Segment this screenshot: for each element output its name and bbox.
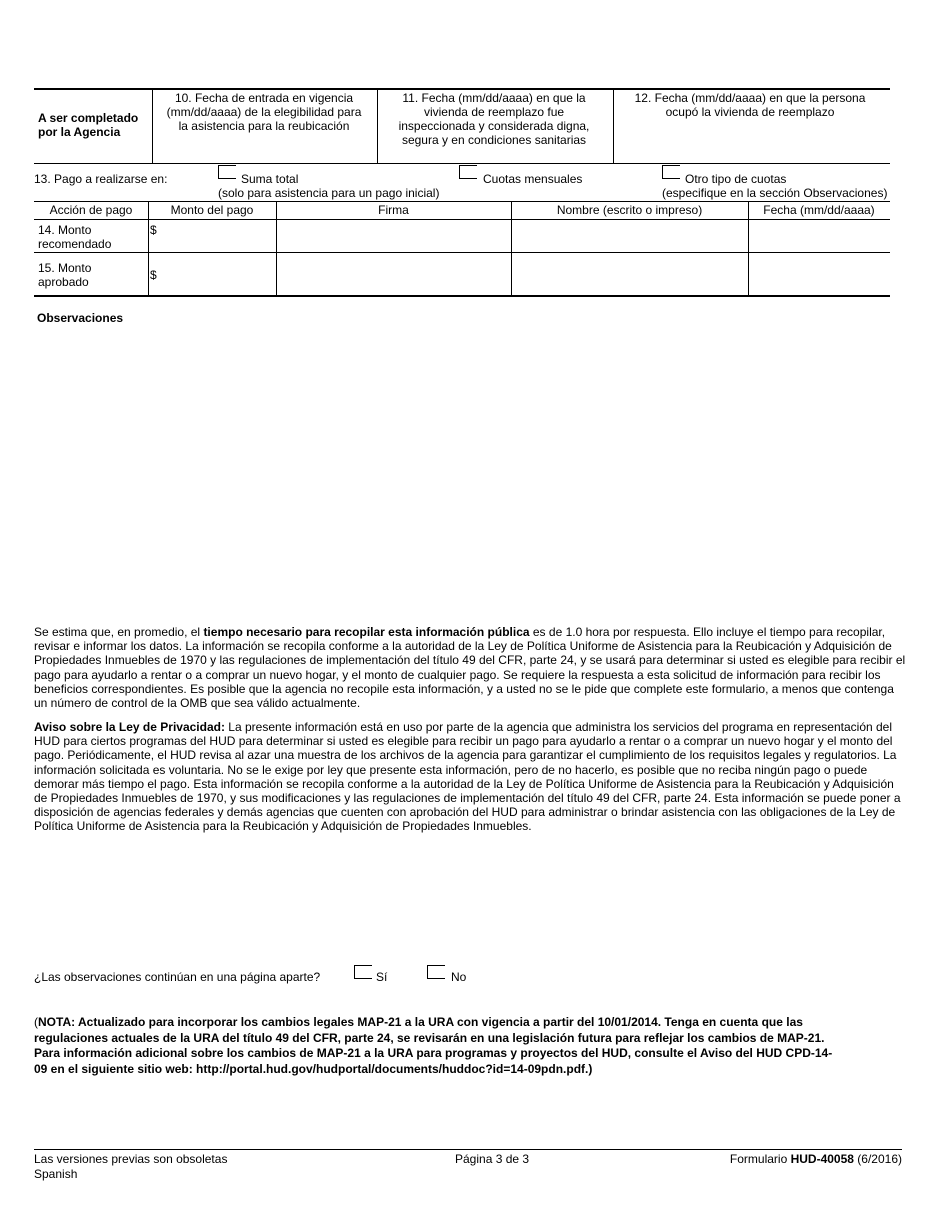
row-recommended-name-field[interactable] bbox=[513, 221, 746, 250]
observations-label: Observaciones bbox=[37, 311, 124, 325]
monthly-installments-checkbox[interactable] bbox=[459, 165, 477, 179]
footer-obsolete: Las versiones previas son obsoletas bbox=[34, 1152, 228, 1166]
continuation-yes-label: Sí bbox=[376, 970, 388, 984]
continuation-no-checkbox[interactable] bbox=[427, 965, 445, 979]
lump-sum-label: Suma total bbox=[241, 172, 299, 186]
note-open-paren: ( bbox=[34, 1015, 38, 1029]
header-name: Nombre (escrito o impreso) bbox=[556, 203, 703, 217]
header-date: Fecha (mm/dd/aaaa) bbox=[763, 203, 875, 217]
header-payment-action: Acción de pago bbox=[49, 203, 133, 217]
field11-label: 11. Fecha (mm/dd/aaaa) en que la vivienda de reemplazo fue inspeccionada y considerada digna, segura y en condiciones sanitarias bbox=[398, 91, 590, 147]
agency-section-label: A ser completado por la Agencia bbox=[38, 111, 139, 139]
privacy-rest: La presente información está en uso por parte de la agencia que administra los servicios del programa en representación del HUD para ciertos programas del HUD para determinar si usted es elegible para recibir un pago para ayudarlo a rentar o a comprar un nuevo hogar y el monto del pago. Periódicamente, el HUD revisa al azar una muestra de los archivos de la agencia para garantizar el cumplimiento de los requisitos legales y regulatorios. La información solicitada es voluntaria. No se le exige por ley que presente esta información, pero de no hacerlo, es posible que no reciba ningún pago o puede demorar más tiempo el pago. Esta información se recopila conforme a la autoridad de la Ley de Política Uniforme de Asistencia para la Reubicación y Adquisición de Propiedades Inmuebles de 1970, y sus modificaciones y las regulaciones de implementación del título 49 del CFR, parte 24. Esta información se puede poner a disposición de agencias federales y demás agencias que cuenten con aprobación del HUD para administrar o brindar asistencia con las obligaciones de la Ley de Política Uniforme de Asistencia para la Reubicación y Adquisición de Propiedades Inmuebles. bbox=[34, 720, 901, 834]
field12-label: 12. Fecha (mm/dd/aaaa) en que la persona ocupó la vivienda de reemplazo bbox=[634, 91, 866, 119]
footer-form-date: (6/2016) bbox=[853, 1152, 902, 1166]
agency-bottom-border bbox=[34, 163, 890, 164]
other-installments-label: Otro tipo de cuotas bbox=[685, 172, 787, 186]
row-recommended-amount-field[interactable] bbox=[160, 221, 274, 250]
other-installments-checkbox[interactable] bbox=[662, 165, 680, 179]
header-payment-amount: Monto del pago bbox=[170, 203, 254, 217]
agency-divider-2 bbox=[377, 89, 378, 163]
burden-rest: es de 1.0 hora por respuesta. Ello incluye el tiempo para recopilar, revisar e informar los datos. La información se recopila conforme a la autoridad de la Ley de Política Uniforme de Asistencia para la Reubicación y Adquisición de Propiedades Inmuebles de 1970 y las regulaciones de implementación del título 49 del CFR, parte 24, y se usará para determinar si usted es elegible para recibir el pago para ayudarlo a rentar o a comprar un nuevo hogar, y el monto de cualquier pago. Se requiere la respuesta a esta solicitud de información para recibir los beneficios correspondientes. Es posible que la agencia no recopile esta información, y a usted no se le pide que complete este formulario, a menos que contenga un número de control de la OMB que sea válido actualmente. bbox=[34, 625, 906, 711]
privacy-notice bbox=[34, 720, 906, 834]
agency-top-border bbox=[34, 88, 890, 90]
burden-statement bbox=[34, 625, 906, 710]
continuation-no-label: No bbox=[451, 970, 467, 984]
footer-rule bbox=[34, 1149, 902, 1150]
row-approved-amount-field[interactable] bbox=[160, 254, 274, 293]
other-installments-note: (especifique en la sección Observaciones) bbox=[662, 186, 888, 200]
footer-page-number: Página 3 de 3 bbox=[455, 1152, 530, 1166]
table-bottom-border bbox=[34, 295, 890, 297]
payment-label: 13. Pago a realizarse en: bbox=[34, 172, 168, 186]
burden-prefix: Se estima que, en promedio, el bbox=[34, 625, 204, 639]
agency-divider-1 bbox=[152, 89, 153, 163]
row-recommended-signature-field[interactable] bbox=[278, 221, 509, 250]
footer-form-id bbox=[730, 1152, 902, 1166]
note-text: NOTA: Actualizado para incorporar los cambios legales MAP-21 a la URA con vigencia a partir del 10/01/2014. Tenga en cuenta que las regulaciones actuales de la URA del título 49 del CFR, parte 24, se revisarán en una legislación futura para reflejar los cambios de MAP-21. Para información adicional sobre los cambios de MAP-21 a la URA para programas y proyectos del HUD, consulte el Aviso del HUD CPD-14-09 en el siguiente sitio web: http://portal.hud.gov/hudportal/documents/huddoc?id=14-09pdn.pdf.) bbox=[34, 1015, 833, 1076]
lump-sum-note: (solo para asistencia para un pago inicial) bbox=[218, 186, 440, 200]
agency-divider-3 bbox=[613, 89, 614, 163]
burden-bold: tiempo necesario para recopilar esta información pública bbox=[203, 625, 530, 639]
footer-form-number: HUD-40058 bbox=[790, 1152, 854, 1166]
row-approved-signature-field[interactable] bbox=[278, 254, 509, 293]
row-approved-name-field[interactable] bbox=[513, 254, 746, 293]
field10-label: 10. Fecha de entrada en vigencia (mm/dd/aaaa) de la elegibilidad para la asistencia para la reubicación bbox=[166, 91, 362, 133]
footer-form-prefix: Formulario bbox=[729, 1152, 791, 1166]
row-approved-currency: $ bbox=[150, 268, 157, 282]
row-recommended-label: 14. Monto recomendado bbox=[38, 223, 112, 251]
row-approved-label: 15. Monto aprobado bbox=[38, 261, 92, 289]
row-recommended-date-field[interactable] bbox=[750, 221, 888, 250]
observations-field[interactable] bbox=[34, 330, 906, 610]
row-approved-date-field[interactable] bbox=[750, 254, 888, 293]
header-signature: Firma bbox=[378, 203, 409, 217]
row-recommended-currency: $ bbox=[150, 223, 157, 237]
table-top-border bbox=[34, 201, 890, 202]
monthly-installments-label: Cuotas mensuales bbox=[483, 172, 583, 186]
continuation-question: ¿Las observaciones continúan en una página aparte? bbox=[34, 970, 321, 984]
lump-sum-checkbox[interactable] bbox=[218, 165, 236, 179]
continuation-yes-checkbox[interactable] bbox=[354, 965, 372, 979]
table-row-border bbox=[34, 252, 890, 253]
footer-language: Spanish bbox=[34, 1167, 78, 1181]
table-header-border bbox=[34, 219, 890, 220]
privacy-bold: Aviso sobre la Ley de Privacidad: bbox=[34, 720, 225, 734]
map21-note bbox=[34, 1015, 844, 1077]
